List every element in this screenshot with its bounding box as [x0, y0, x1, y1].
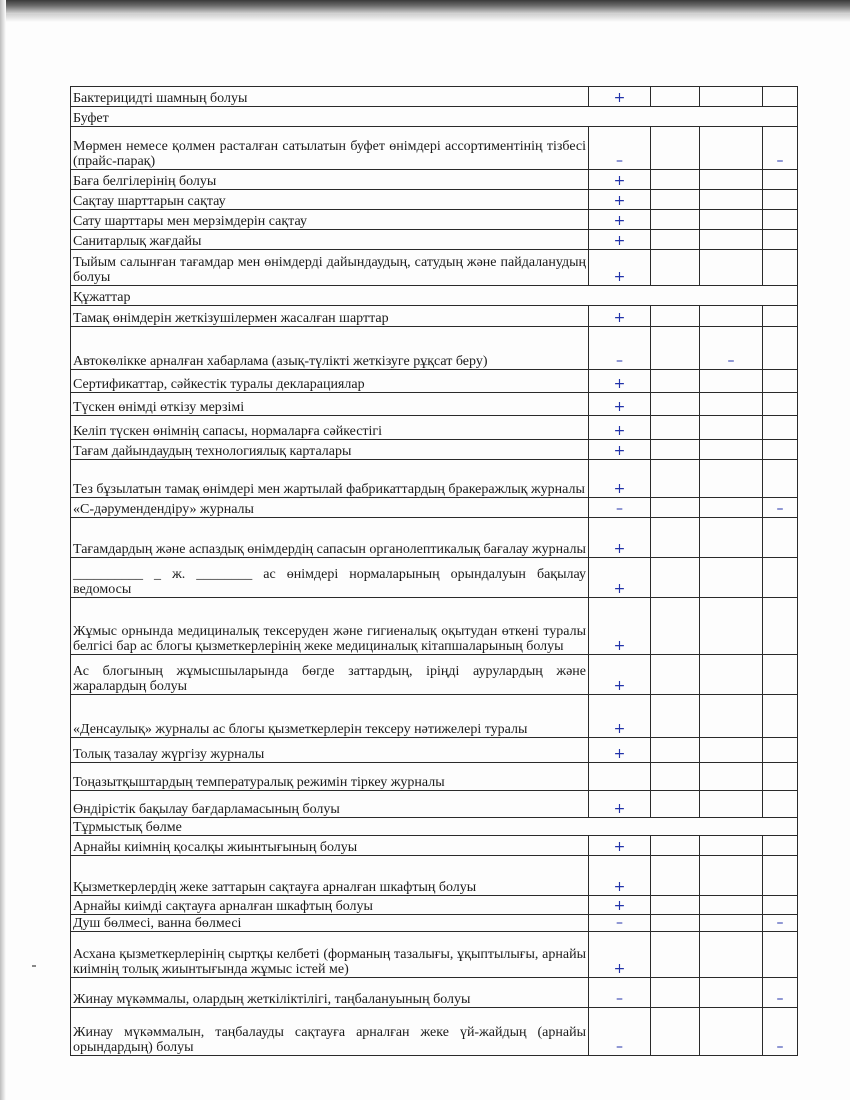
mark-cell-2	[651, 230, 700, 250]
checklist-row	[71, 127, 798, 170]
mark-cell-1: +	[589, 460, 651, 498]
scan-edge-top	[0, 0, 850, 14]
checklist-row	[71, 170, 798, 190]
mark-cell-4	[763, 210, 798, 230]
mark-cell-4	[763, 896, 798, 915]
mark-cell-1: +	[589, 170, 651, 190]
mark-cell-1: +	[589, 655, 651, 695]
mark-cell-3	[700, 170, 763, 190]
mark-cell-4	[763, 170, 798, 190]
mark-cell-3	[700, 763, 763, 791]
checklist-row	[71, 393, 798, 416]
mark-cell-3	[700, 836, 763, 856]
mark-cell-1: +	[589, 370, 651, 393]
mark-cell-1: +	[589, 250, 651, 286]
section-title: Құжаттар	[71, 286, 798, 306]
checklist-row	[71, 460, 798, 498]
mark-cell-4	[763, 440, 798, 460]
mark-cell-2	[651, 558, 700, 598]
mark-cell-1: +	[589, 230, 651, 250]
mark-cell-2	[651, 393, 700, 416]
requirement-text: Келіп түскен өнімнің сапасы, нормаларға сәйкестігі	[71, 416, 589, 440]
mark-cell-3	[700, 306, 763, 327]
mark-cell-2	[651, 416, 700, 440]
checklist-row	[71, 416, 798, 440]
mark-cell-3	[700, 416, 763, 440]
checklist-row	[71, 306, 798, 327]
mark-cell-4: –	[763, 978, 798, 1008]
mark-cell-2	[651, 655, 700, 695]
mark-cell-2	[651, 763, 700, 791]
inspection-checklist-table	[70, 86, 798, 1056]
mark-cell-3	[700, 210, 763, 230]
checklist-row	[71, 230, 798, 250]
checklist-row	[71, 210, 798, 230]
mark-cell-3	[700, 915, 763, 932]
scan-speck	[32, 965, 36, 967]
checklist-row	[71, 932, 798, 978]
mark-cell-2	[651, 836, 700, 856]
checklist-row	[71, 896, 798, 915]
mark-cell-4	[763, 836, 798, 856]
mark-cell-2	[651, 856, 700, 896]
checklist-row	[71, 440, 798, 460]
mark-cell-1: +	[589, 518, 651, 558]
requirement-text: Санитарлық жағдайы	[71, 230, 589, 250]
mark-cell-4	[763, 250, 798, 286]
mark-cell-2	[651, 250, 700, 286]
mark-cell-1: +	[589, 416, 651, 440]
requirement-text: Тағамдардың және аспаздық өнімдердің сапасын органолептикалық бағалау журналы	[71, 518, 589, 558]
mark-cell-2	[651, 370, 700, 393]
requirement-text: Қызметкерлердің жеке заттарын сақтауға арналған шкафтың болуы	[71, 856, 589, 896]
checklist-row	[71, 978, 798, 1008]
mark-cell-1: +	[589, 306, 651, 327]
requirement-text: Бактерицидті шамның болуы	[71, 87, 589, 107]
mark-cell-2	[651, 460, 700, 498]
mark-cell-4	[763, 791, 798, 818]
checklist-row	[71, 836, 798, 856]
requirement-text: Тоңазытқыштардың температуралық режимін тіркеу журналы	[71, 763, 589, 791]
mark-cell-2	[651, 190, 700, 210]
requirement-text: Сату шарттары мен мерзімдерін сақтау	[71, 210, 589, 230]
mark-cell-1: –	[589, 915, 651, 932]
mark-cell-2	[651, 210, 700, 230]
requirement-text: Сертификаттар, сәйкестік туралы декларациялар	[71, 370, 589, 393]
mark-cell-2	[651, 932, 700, 978]
requirement-text: Сақтау шарттарын сақтау	[71, 190, 589, 210]
mark-cell-4	[763, 598, 798, 655]
mark-cell-1: +	[589, 598, 651, 655]
checklist-row	[71, 655, 798, 695]
mark-cell-3	[700, 393, 763, 416]
mark-cell-3	[700, 190, 763, 210]
requirement-text: Душ бөлмесі, ванна бөлмесі	[71, 915, 589, 932]
mark-cell-3	[700, 655, 763, 695]
requirement-text: Мөрмен немесе қолмен расталған сатылатын буфет өнімдері ассортиментінің тізбесі (прайс-парақ)	[71, 127, 589, 170]
mark-cell-3	[700, 370, 763, 393]
requirement-text: Жинау мүкәммалын, таңбалауды сақтауға арналған жеке үй-жайдың (арнайы орындардың) болуы	[71, 1008, 589, 1056]
mark-cell-4	[763, 856, 798, 896]
scan-edge-left	[0, 0, 6, 1100]
requirement-text: Тыйым салынған тағамдар мен өнімдерді дайындаудың, сатудың және пайдаланудың болуы	[71, 250, 589, 286]
mark-cell-4	[763, 695, 798, 738]
mark-cell-3	[700, 738, 763, 763]
mark-cell-1: +	[589, 393, 651, 416]
checklist-row	[71, 763, 798, 791]
mark-cell-1	[589, 763, 651, 791]
requirement-text: Түскен өнімді өткізу мерзімі	[71, 393, 589, 416]
requirement-text: Өндірістік бақылау бағдарламасының болуы	[71, 791, 589, 818]
mark-cell-3	[700, 460, 763, 498]
mark-cell-4	[763, 460, 798, 498]
checklist-row	[71, 856, 798, 896]
mark-cell-2	[651, 518, 700, 558]
mark-cell-3	[700, 791, 763, 818]
mark-cell-1: +	[589, 210, 651, 230]
mark-cell-4	[763, 932, 798, 978]
mark-cell-4: –	[763, 915, 798, 932]
requirement-text: __________ _ ж. ________ ас өнімдері нормаларының орындалуын бақылау ведомосы	[71, 558, 589, 598]
mark-cell-3	[700, 250, 763, 286]
mark-cell-3	[700, 87, 763, 107]
checklist-row	[71, 791, 798, 818]
mark-cell-2	[651, 170, 700, 190]
mark-cell-4	[763, 306, 798, 327]
requirement-text: Жұмыс орнында медициналық тексеруден және гигиеналық оқытудан өткені туралы белгісі бар ас блогы қызметкерлерінің жеке медициналық кітапшаларының болуы	[71, 598, 589, 655]
mark-cell-4	[763, 416, 798, 440]
checklist-row	[71, 327, 798, 370]
section-title: Тұрмыстық бөлме	[71, 818, 798, 836]
mark-cell-4	[763, 87, 798, 107]
checklist-row	[71, 695, 798, 738]
section-row	[71, 818, 798, 836]
mark-cell-2	[651, 327, 700, 370]
checklist-row	[71, 738, 798, 763]
requirement-text: «С-дәрумендендіру» журналы	[71, 498, 589, 518]
mark-cell-4	[763, 327, 798, 370]
checklist-row	[71, 370, 798, 393]
mark-cell-1: +	[589, 695, 651, 738]
mark-cell-1: +	[589, 738, 651, 763]
checklist-row	[71, 498, 798, 518]
requirement-text: Жинау мүкәммалы, олардың жеткіліктілігі, таңбалануының болуы	[71, 978, 589, 1008]
mark-cell-2	[651, 440, 700, 460]
requirement-text: Тез бұзылатын тамақ өнімдері мен жартылай фабрикаттардың бракеражлық журналы	[71, 460, 589, 498]
checklist-body	[71, 87, 798, 1056]
mark-cell-2	[651, 127, 700, 170]
requirement-text: Баға белгілерінің болуы	[71, 170, 589, 190]
checklist-row	[71, 250, 798, 286]
requirement-text: Толық тазалау жүргізу журналы	[71, 738, 589, 763]
mark-cell-4: –	[763, 498, 798, 518]
section-row	[71, 286, 798, 306]
requirement-text: Тағам дайындаудың технологиялық карталары	[71, 440, 589, 460]
mark-cell-3	[700, 856, 763, 896]
mark-cell-3	[700, 978, 763, 1008]
mark-cell-1: +	[589, 896, 651, 915]
checklist-row	[71, 87, 798, 107]
mark-cell-2	[651, 598, 700, 655]
checklist-row	[71, 190, 798, 210]
mark-cell-4	[763, 763, 798, 791]
mark-cell-4: –	[763, 127, 798, 170]
mark-cell-3	[700, 695, 763, 738]
mark-cell-3	[700, 440, 763, 460]
mark-cell-1: –	[589, 327, 651, 370]
mark-cell-1: +	[589, 932, 651, 978]
mark-cell-3	[700, 498, 763, 518]
mark-cell-2	[651, 498, 700, 518]
mark-cell-4	[763, 190, 798, 210]
mark-cell-1: –	[589, 1008, 651, 1056]
mark-cell-1: +	[589, 836, 651, 856]
mark-cell-1: +	[589, 87, 651, 107]
mark-cell-1: –	[589, 498, 651, 518]
mark-cell-3	[700, 598, 763, 655]
mark-cell-3	[700, 896, 763, 915]
mark-cell-4	[763, 230, 798, 250]
checklist-row	[71, 518, 798, 558]
mark-cell-3	[700, 518, 763, 558]
mark-cell-4	[763, 655, 798, 695]
mark-cell-3: –	[700, 327, 763, 370]
mark-cell-1: +	[589, 440, 651, 460]
mark-cell-3	[700, 558, 763, 598]
requirement-text: Ас блогының жұмысшыларында бөгде заттардың, іріңді аурулардың және жаралардың болуы	[71, 655, 589, 695]
section-title: Буфет	[71, 107, 798, 127]
mark-cell-2	[651, 695, 700, 738]
mark-cell-4	[763, 738, 798, 763]
mark-cell-2	[651, 915, 700, 932]
mark-cell-2	[651, 87, 700, 107]
requirement-text: Арнайы киімнің қосалқы жиынтығының болуы	[71, 836, 589, 856]
mark-cell-2	[651, 306, 700, 327]
checklist-row	[71, 1008, 798, 1056]
requirement-text: Асхана қызметкерлерінің сыртқы келбеті (форманың тазалығы, ұқыптылығы, арнайы киімнің толық жиынтығында жұмыс істей ме)	[71, 932, 589, 978]
scan-edge-shadow	[0, 14, 850, 22]
mark-cell-2	[651, 978, 700, 1008]
requirement-text: Арнайы киімді сақтауға арналған шкафтың болуы	[71, 896, 589, 915]
mark-cell-1: –	[589, 127, 651, 170]
checklist-row	[71, 558, 798, 598]
checklist-row	[71, 598, 798, 655]
mark-cell-3	[700, 127, 763, 170]
requirement-text: Автокөлікке арналған хабарлама (азық-түлікті жеткізуге рұқсат беру)	[71, 327, 589, 370]
mark-cell-4	[763, 518, 798, 558]
mark-cell-1: +	[589, 791, 651, 818]
mark-cell-2	[651, 791, 700, 818]
mark-cell-2	[651, 1008, 700, 1056]
mark-cell-2	[651, 896, 700, 915]
mark-cell-2	[651, 738, 700, 763]
mark-cell-3	[700, 1008, 763, 1056]
requirement-text: «Денсаулық» журналы ас блогы қызметкерлерін тексеру нәтижелері туралы	[71, 695, 589, 738]
mark-cell-1: +	[589, 190, 651, 210]
mark-cell-4: –	[763, 1008, 798, 1056]
section-row	[71, 107, 798, 127]
mark-cell-1: +	[589, 856, 651, 896]
requirement-text: Тамақ өнімдерін жеткізушілермен жасалған шарттар	[71, 306, 589, 327]
mark-cell-4	[763, 393, 798, 416]
checklist-row	[71, 915, 798, 932]
mark-cell-4	[763, 370, 798, 393]
mark-cell-3	[700, 230, 763, 250]
mark-cell-1: +	[589, 558, 651, 598]
mark-cell-4	[763, 558, 798, 598]
mark-cell-3	[700, 932, 763, 978]
mark-cell-1: –	[589, 978, 651, 1008]
